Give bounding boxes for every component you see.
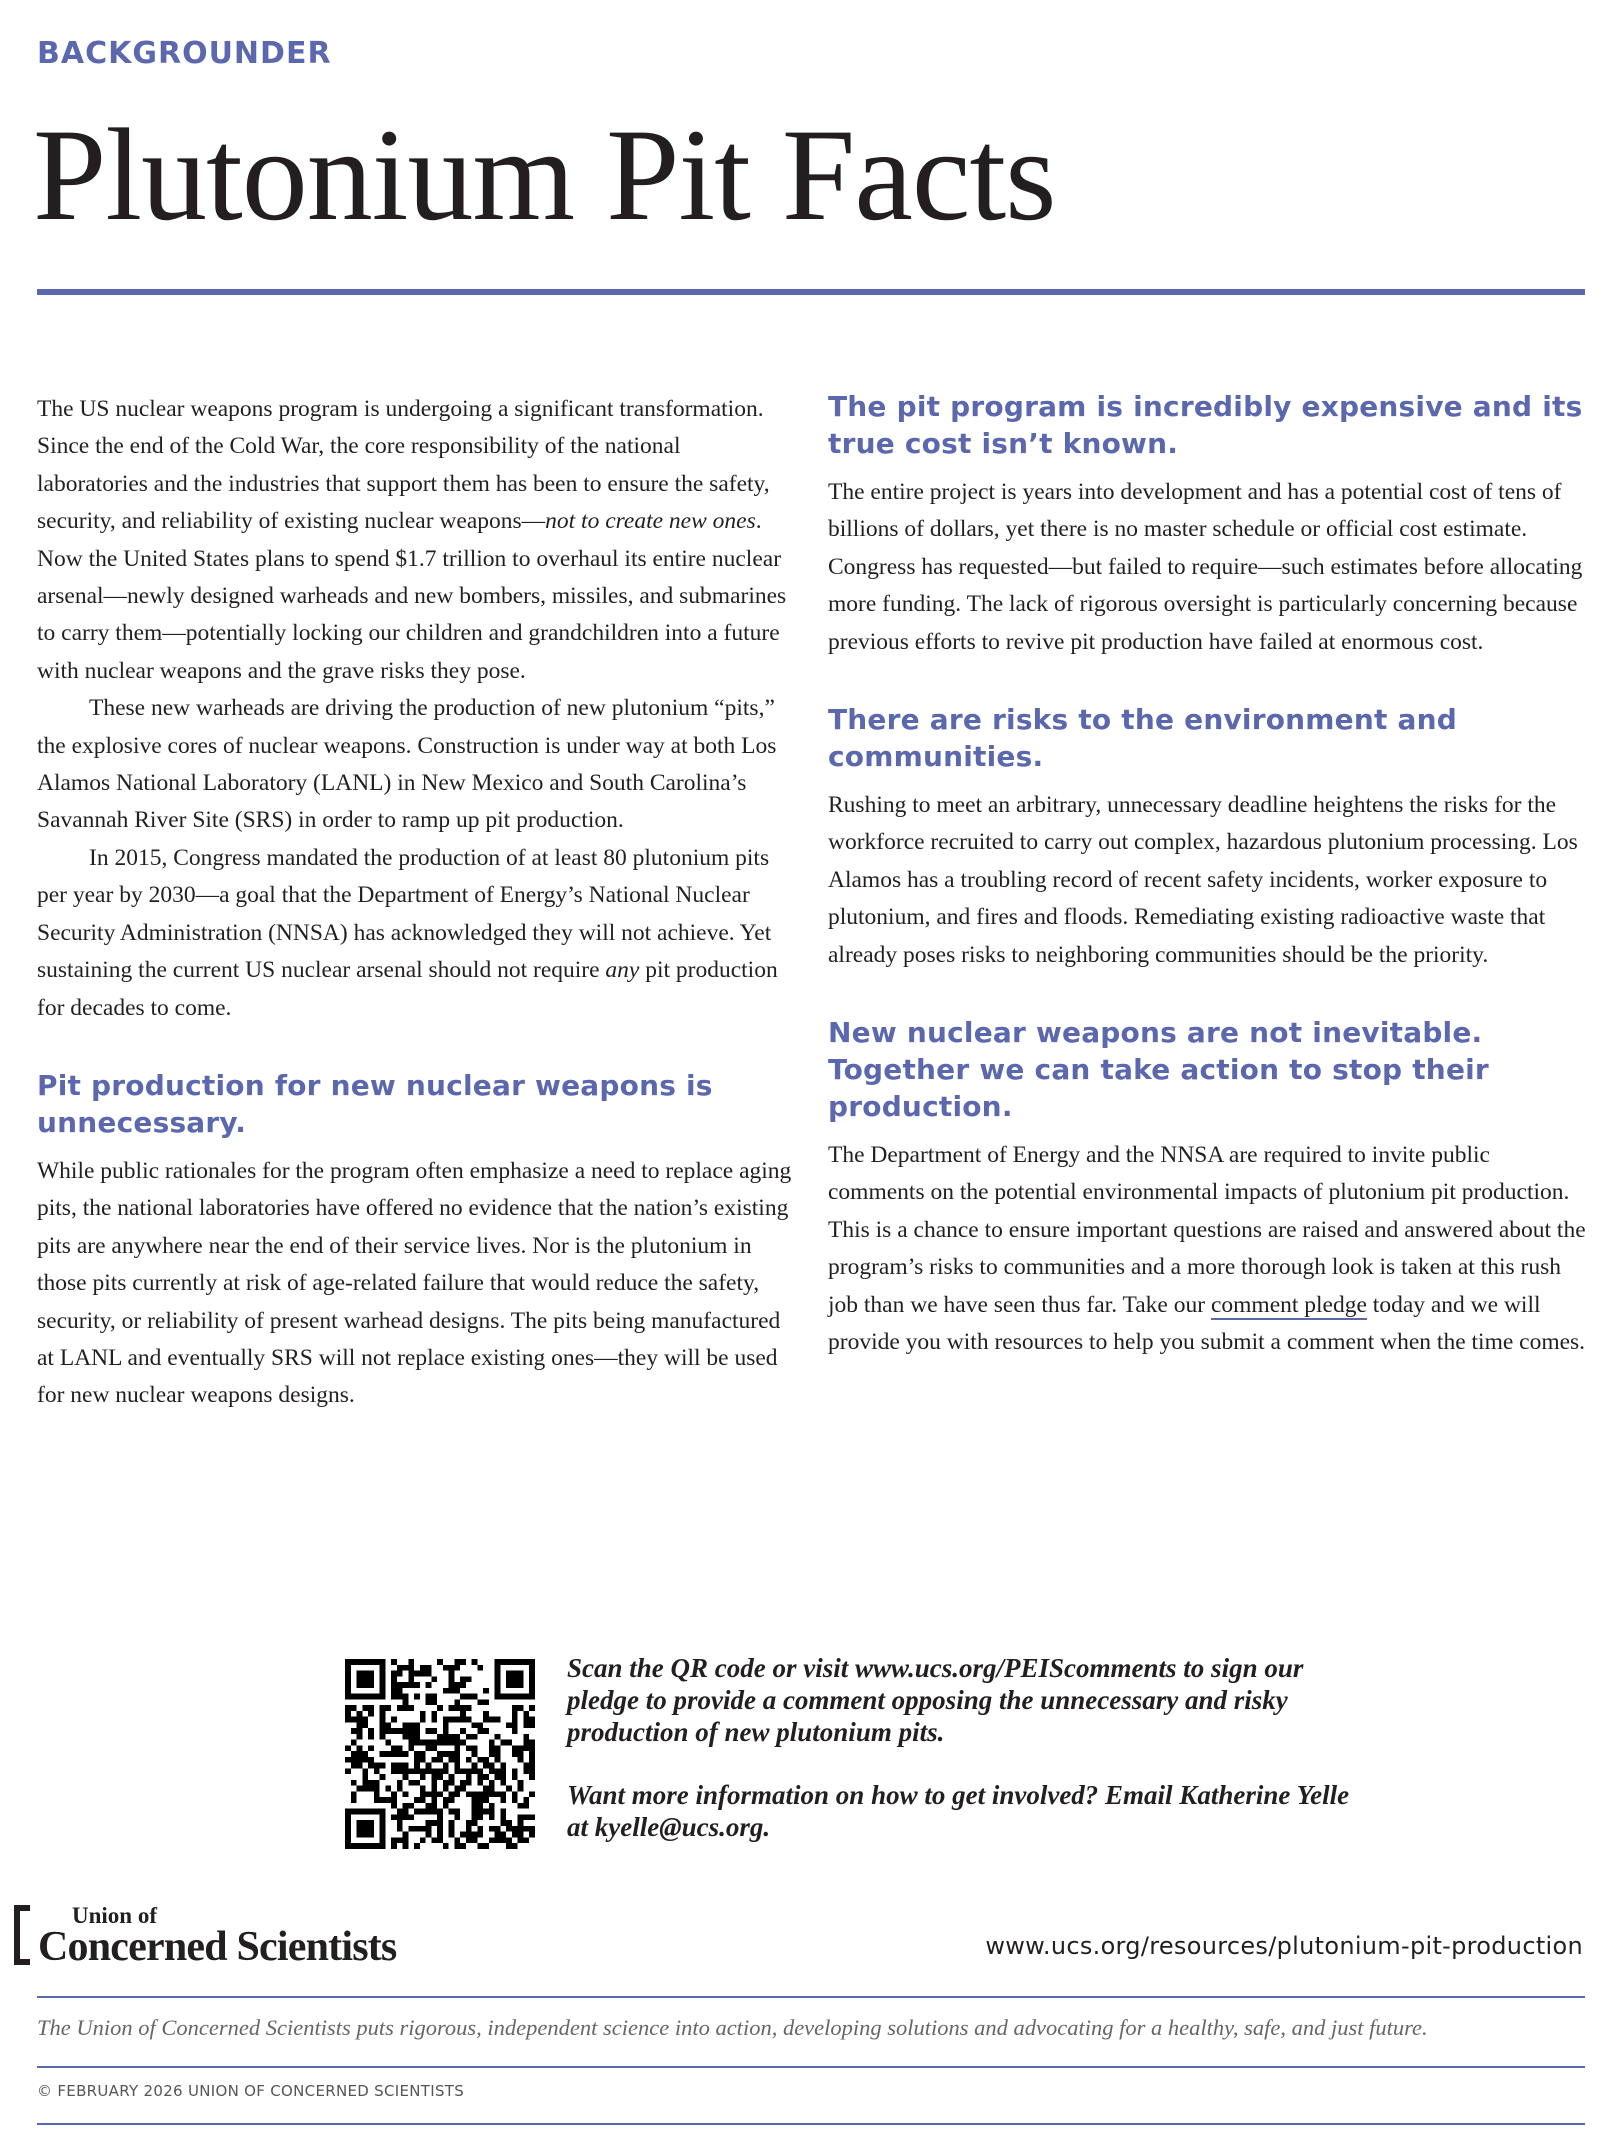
section-body-unnecessary: While public rationales for the program often emphasize a need to replace aging pits, the national laboratories have offered no evidence that the nation’s existing pits are anywhere near the end of their service lives. Nor is the plutonium in those pits currently at risk of age-related failure that would reduce the safety, security, or reliability of present warhead designs. The pits being manufactured at LANL and eventually SRS will not replace existing ones—they will be used for new nuclear weapons designs. <box>37 1157 792 1409</box>
footer-divider-top <box>37 1996 1585 1998</box>
emphasis: not to create new ones <box>545 508 756 535</box>
footer-divider-bottom <box>37 2123 1585 2125</box>
emphasis: any <box>605 957 640 984</box>
resource-url[interactable]: www.ucs.org/resources/plutonium-pit-production <box>985 1932 1583 1960</box>
section-heading-unnecessary: Pit production for new nuclear weapons is unnecessary. <box>37 1068 713 1139</box>
logo-bracket-icon <box>14 1905 30 1965</box>
cta-pledge-text: Scan the QR code or visit www.ucs.org/PEIScomments to sign our pledge to provide a comment opposing the unnecessary and risky production of new plutonium pits. <box>567 1653 1304 1747</box>
intro-paragraph-1: The US nuclear weapons program is undergoing a significant transformation. Since the end of the Cold War, the core responsibility of the national laboratories and the industries that support them has been to ensure the safety, security, and reliability of existing nuclear weapons—not to create new ones. Now the United States plans to spend $1.7 trillion to overhaul its entire nuclear arsenal—newly designed warheads and new bombers, missiles, and submarines to carry them—potentially locking our children and grandchildren into a future with nuclear weapons and the grave risks they pose. <box>37 396 787 684</box>
copyright: © FEBRUARY 2026 UNION OF CONCERNED SCIENTISTS <box>37 2082 465 2100</box>
call-to-action <box>567 1652 1367 1843</box>
left-column <box>37 391 795 1415</box>
section-heading-action: New nuclear weapons are not inevitable. Together we can take action to stop their production. <box>828 1016 1489 1124</box>
section-heading-expensive: The pit program is incredibly expensive and its true cost isn’t known. <box>828 390 1583 460</box>
title-divider <box>37 289 1585 295</box>
right-column <box>828 388 1588 1362</box>
section-heading-risks: There are risks to the environment and communities. <box>828 703 1458 774</box>
page-title: Plutonium Pit Facts <box>33 101 1056 248</box>
footer-divider-middle <box>37 2066 1585 2068</box>
intro-paragraph-3: In 2015, Congress mandated the production of at least 80 plutonium pits per year by 2030—a goal that the Department of Energy’s National Nuclear Security Administration (NNSA) has acknowledged they will not achieve. Yet sustaining the current US nuclear arsenal should not require any pit production for decades to come. <box>37 844 778 1021</box>
ucs-logo <box>14 1905 484 1977</box>
mission-statement: The Union of Concerned Scientists puts rigorous, independent science into action, developing solutions and advocating for a healthy, safe, and just future. <box>37 2015 1428 2040</box>
document-type-label: BACKGROUNDER <box>37 36 332 71</box>
qr-code-icon[interactable] <box>345 1659 535 1849</box>
cta-contact-text: Want more information on how to get involved? Email Katherine Yelle at kyelle@ucs.org. <box>567 1780 1350 1842</box>
intro-paragraph-2: These new warheads are driving the production of new plutonium “pits,” the explosive cores of nuclear weapons. Construction is under way at both Los Alamos National Laboratory (LANL) in New Mexico and South Carolina’s Savannah River Site (SRS) in order to ramp up pit production. <box>37 695 777 834</box>
section-body-risks: Rushing to meet an arbitrary, unnecessary deadline heightens the risks for the workforce recruited to carry out complex, hazardous plutonium processing. Los Alamos has a troubling record of recent safety incidents, worker exposure to plutonium, and fires and floods. Remediating existing radioactive waste that already poses risks to neighboring communities should be the priority. <box>828 792 1578 968</box>
logo-line-2: Concerned Scientists <box>38 1924 397 1970</box>
logo-line-1: Union of <box>72 1903 157 1928</box>
section-body-expensive: The entire project is years into development and has a potential cost of tens of billions of dollars, yet there is no master schedule or official cost estimate. Congress has requested—but failed to require—such estimates before allocating more funding. The lack of rigorous oversight is particularly concerning because previous efforts to revive pit production have failed at enormous cost. <box>828 479 1583 655</box>
section-body-action: The Department of Energy and the NNSA are required to invite public comments on the potential environmental impacts of plutonium pit production. This is a chance to ensure important questions are raised and answered about the program’s risks to communities and a more thorough look is taken at this rush job than we have seen thus far. Take our comment pledge today and we will provide you with resources to help you submit a comment when the time comes. <box>828 1142 1586 1356</box>
comment-pledge-link[interactable]: comment pledge <box>1210 1291 1367 1318</box>
